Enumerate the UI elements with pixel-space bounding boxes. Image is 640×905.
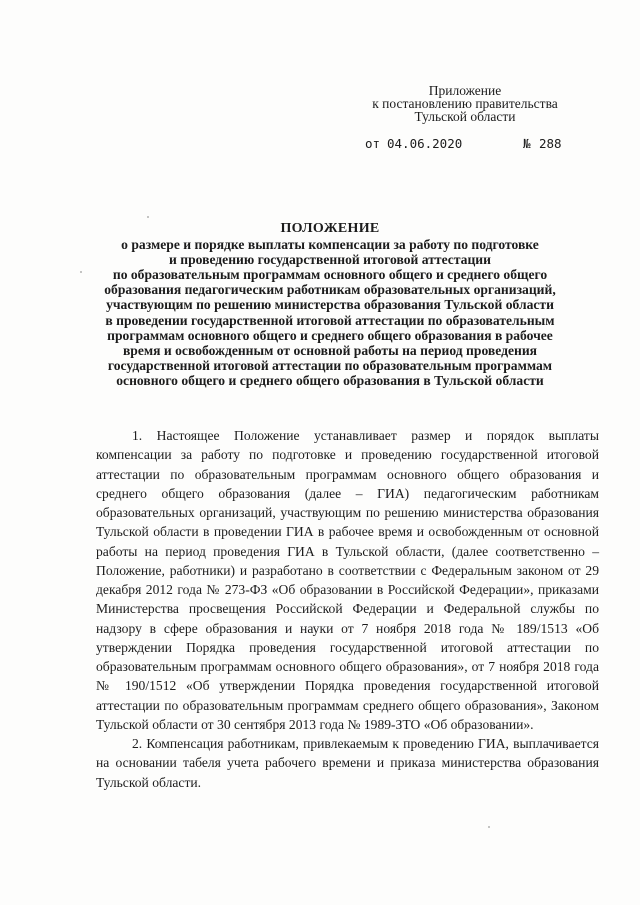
title-line: в проведении государственной итоговой аттестации по образовательным	[105, 312, 555, 328]
document-title-block	[80, 221, 580, 388]
title-line: и проведению государственной итоговой аттестации	[169, 252, 491, 268]
title-line: образования педагогическим работникам образовательных организаций,	[104, 282, 556, 298]
scan-speck	[80, 271, 82, 273]
title-line: время и освобожденным от основной работы на период проведения	[122, 342, 538, 358]
number-sign: №	[523, 136, 531, 151]
appendix-line-2: к постановлению правительства	[372, 96, 558, 111]
date-prefix: от	[365, 136, 381, 151]
paragraph-2: 2. Компенсация работникам, привлекаемым к проведению ГИА, выплачивается на основании табеля учета рабочего времени и приказа министерства образования Тульской области.	[96, 736, 599, 790]
appendix-line-1: Приложение	[428, 83, 502, 98]
appendix-line-3: Тульской области	[414, 109, 516, 124]
scan-speck	[488, 826, 490, 828]
title-line: о размере и порядке выплаты компенсации за работу по подготовке	[121, 237, 539, 253]
document-title: ПОЛОЖЕНИЕ	[280, 221, 380, 236]
document-body	[96, 426, 599, 792]
title-line: основного общего и среднего общего образования в Тульской области	[116, 372, 544, 388]
title-line: программам основного общего и среднего общего образования в рабочее	[107, 327, 553, 343]
title-line: участвующим по решению министерства образования Тульской области	[106, 297, 554, 313]
appendix-header	[360, 84, 570, 123]
title-line: по образовательным программам основного общего и среднего общего	[112, 267, 548, 283]
paragraph-1: 1. Настоящее Положение устанавливает размер и порядок выплаты компенсации за работу по подготовке и проведению государственной итоговой аттестации по образовательным программам основного общего образования и среднего общего образования (далее – ГИА) педагогическим работникам образовательных организаций, участвующим по решению министерства образования Тульской области в проведении ГИА в рабочее время и освобожденным от основной работы на период проведения ГИА в Тульской области, (далее соответственно – Положение, работники) и разработано в соответствии с Федеральным законом от 29 декабря 2012 года № 273-ФЗ «Об образовании в Российской Федерации», приказами Министерства просвещения Российской Федерации и Федеральной службы по надзору в сфере образования и науки от 7 ноября 2018 года № 189/1513 «Об утверждении Порядка проведения государственной итоговой аттестации по образовательным программам основного общего образования», от 7 ноября 2018 года № 190/1512 «Об утверждении Порядка проведения государственной итоговой аттестации по образовательным программам среднего общего образования», Законом Тульской области от 30 сентября 2013 года № 1989-ЗТО «Об образовании».	[96, 428, 599, 732]
title-line: государственной итоговой аттестации по образовательным программам	[107, 357, 553, 373]
scan-speck	[147, 216, 149, 218]
resolution-date-number	[365, 136, 575, 154]
resolution-date: 04.06.2020	[387, 136, 463, 151]
resolution-number: 288	[539, 136, 562, 151]
